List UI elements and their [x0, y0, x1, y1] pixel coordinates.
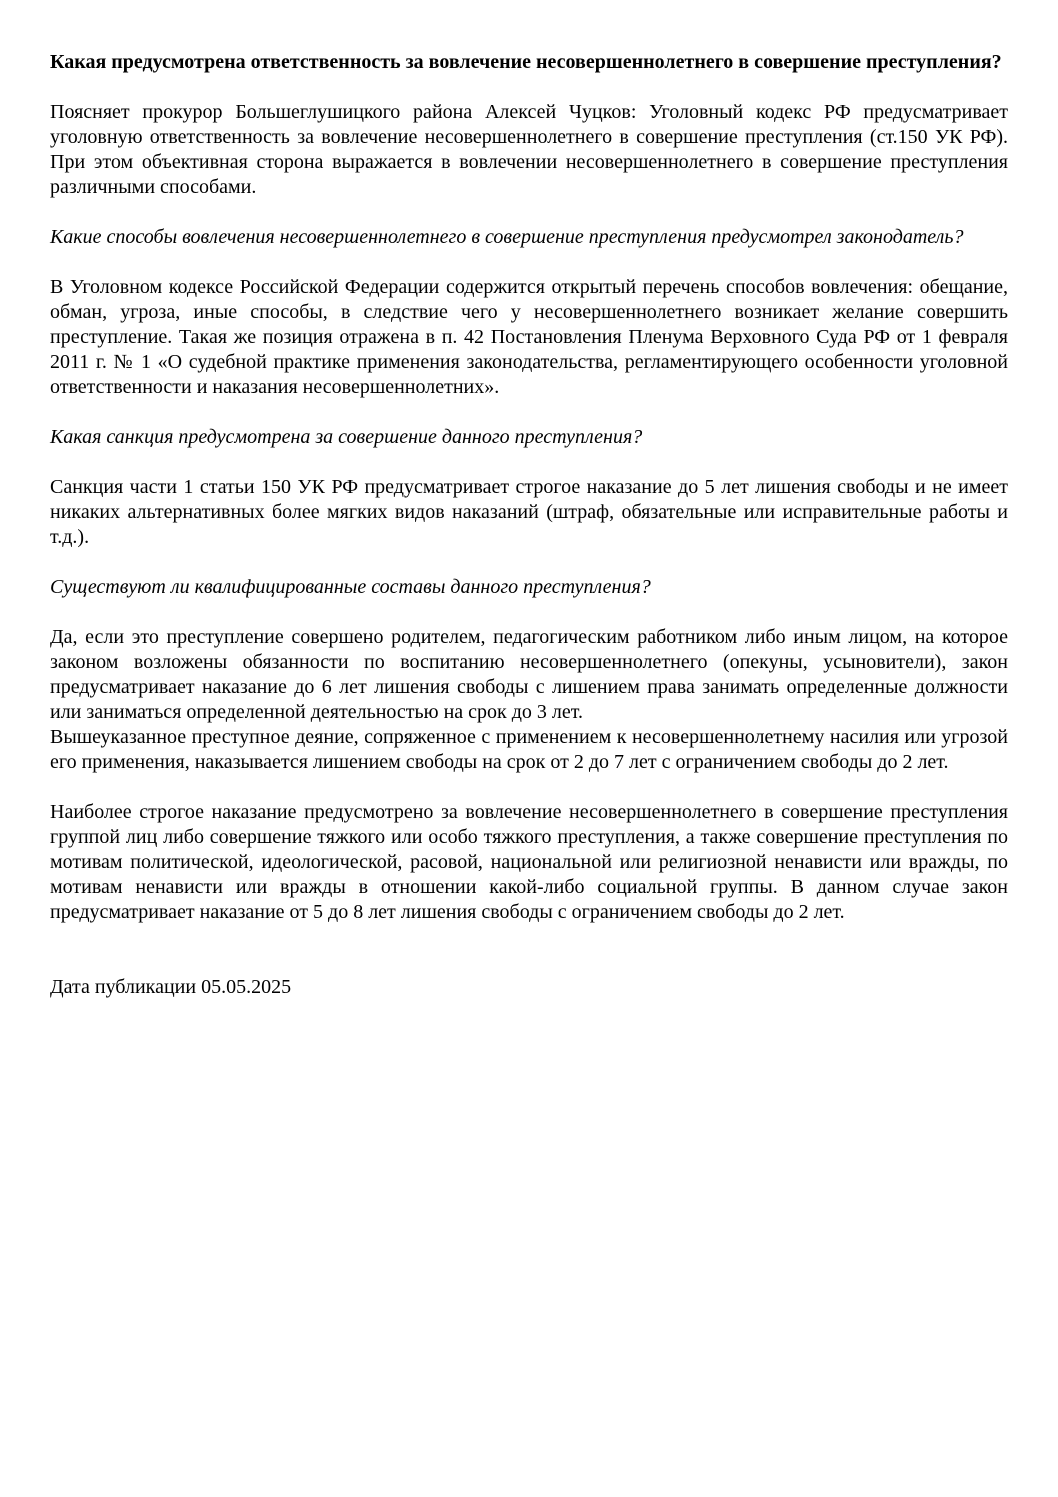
paragraph-most-severe: Наиболее строгое наказание предусмотрено за вовлечение несовершеннолетнего в совершение преступления группой лиц либо совершение тяжкого или особо тяжкого преступления, а также совершение преступления по мотивам политической, идеологической, расовой, национальной или религиозной ненависти или вражды, по мотивам ненависти или вражды в отношении какой-либо социальной группы. В данном случае закон предусматривает наказание от 5 до 8 лет лишения свободы с ограничением свободы до 2 лет. [50, 801, 1008, 923]
paragraph-qualified-violence: Вышеуказанное преступное деяние, сопряженное с применением к несовершеннолетнему насилия или угрозой его применения, наказывается лишением свободы на срок от 2 до 7 лет с ограничением свободы до 2 лет. [50, 726, 1008, 773]
question-qualified: Существуют ли квалифицированные составы данного преступления? [50, 576, 651, 598]
paragraph-sanction: Санкция части 1 статьи 150 УК РФ предусматривает строгое наказание до 5 лет лишения свободы и не имеет никаких альтернативных более мягких видов наказаний (штраф, обязательные или исправительные работы и т.д.). [50, 476, 1008, 548]
paragraph-methods: В Уголовном кодексе Российской Федерации содержится открытый перечень способов вовлечения: обещание, обман, угроза, иные способы, в следствие чего у несовершеннолетнего возникает желание совершить преступление. Такая же позиция отражена в п. 42 Постановления Пленума Верховного Суда РФ от 1 февраля 2011 г. № 1 «О судебной практике применения законодательства, регламентирующего особенности уголовной ответственности и наказания несовершеннолетних». [50, 276, 1008, 398]
paragraph-intro: Поясняет прокурор Большеглушицкого района Алексей Чуцков: Уголовный кодекс РФ предусматривает уголовную ответственность за вовлечение несовершеннолетнего в совершение преступления (ст.150 УК РФ). При этом объективная сторона выражается в вовлечении несовершеннолетнего в совершение преступления различными способами. [50, 101, 1008, 198]
publication-date: Дата публикации 05.05.2025 [50, 976, 292, 998]
document-page [50, 50, 1008, 1000]
question-methods: Какие способы вовлечения несовершеннолетнего в совершение преступления предусмотрел законодатель? [50, 226, 964, 248]
paragraph-qualified-parent: Да, если это преступление совершено родителем, педагогическим работником либо иным лицом, на которое законом возложены обязанности по воспитанию несовершеннолетнего (опекуны, усыновители), закон предусматривает наказание до 6 лет лишения свободы с лишением права занимать определенные должности или заниматься определенной деятельностью на срок до 3 лет. [50, 626, 1008, 723]
question-sanction: Какая санкция предусмотрена за совершение данного преступления? [50, 426, 643, 448]
spacer [50, 950, 1008, 975]
document-title: Какая предусмотрена ответственность за вовлечение несовершеннолетнего в совершение преступления? [50, 51, 1002, 73]
